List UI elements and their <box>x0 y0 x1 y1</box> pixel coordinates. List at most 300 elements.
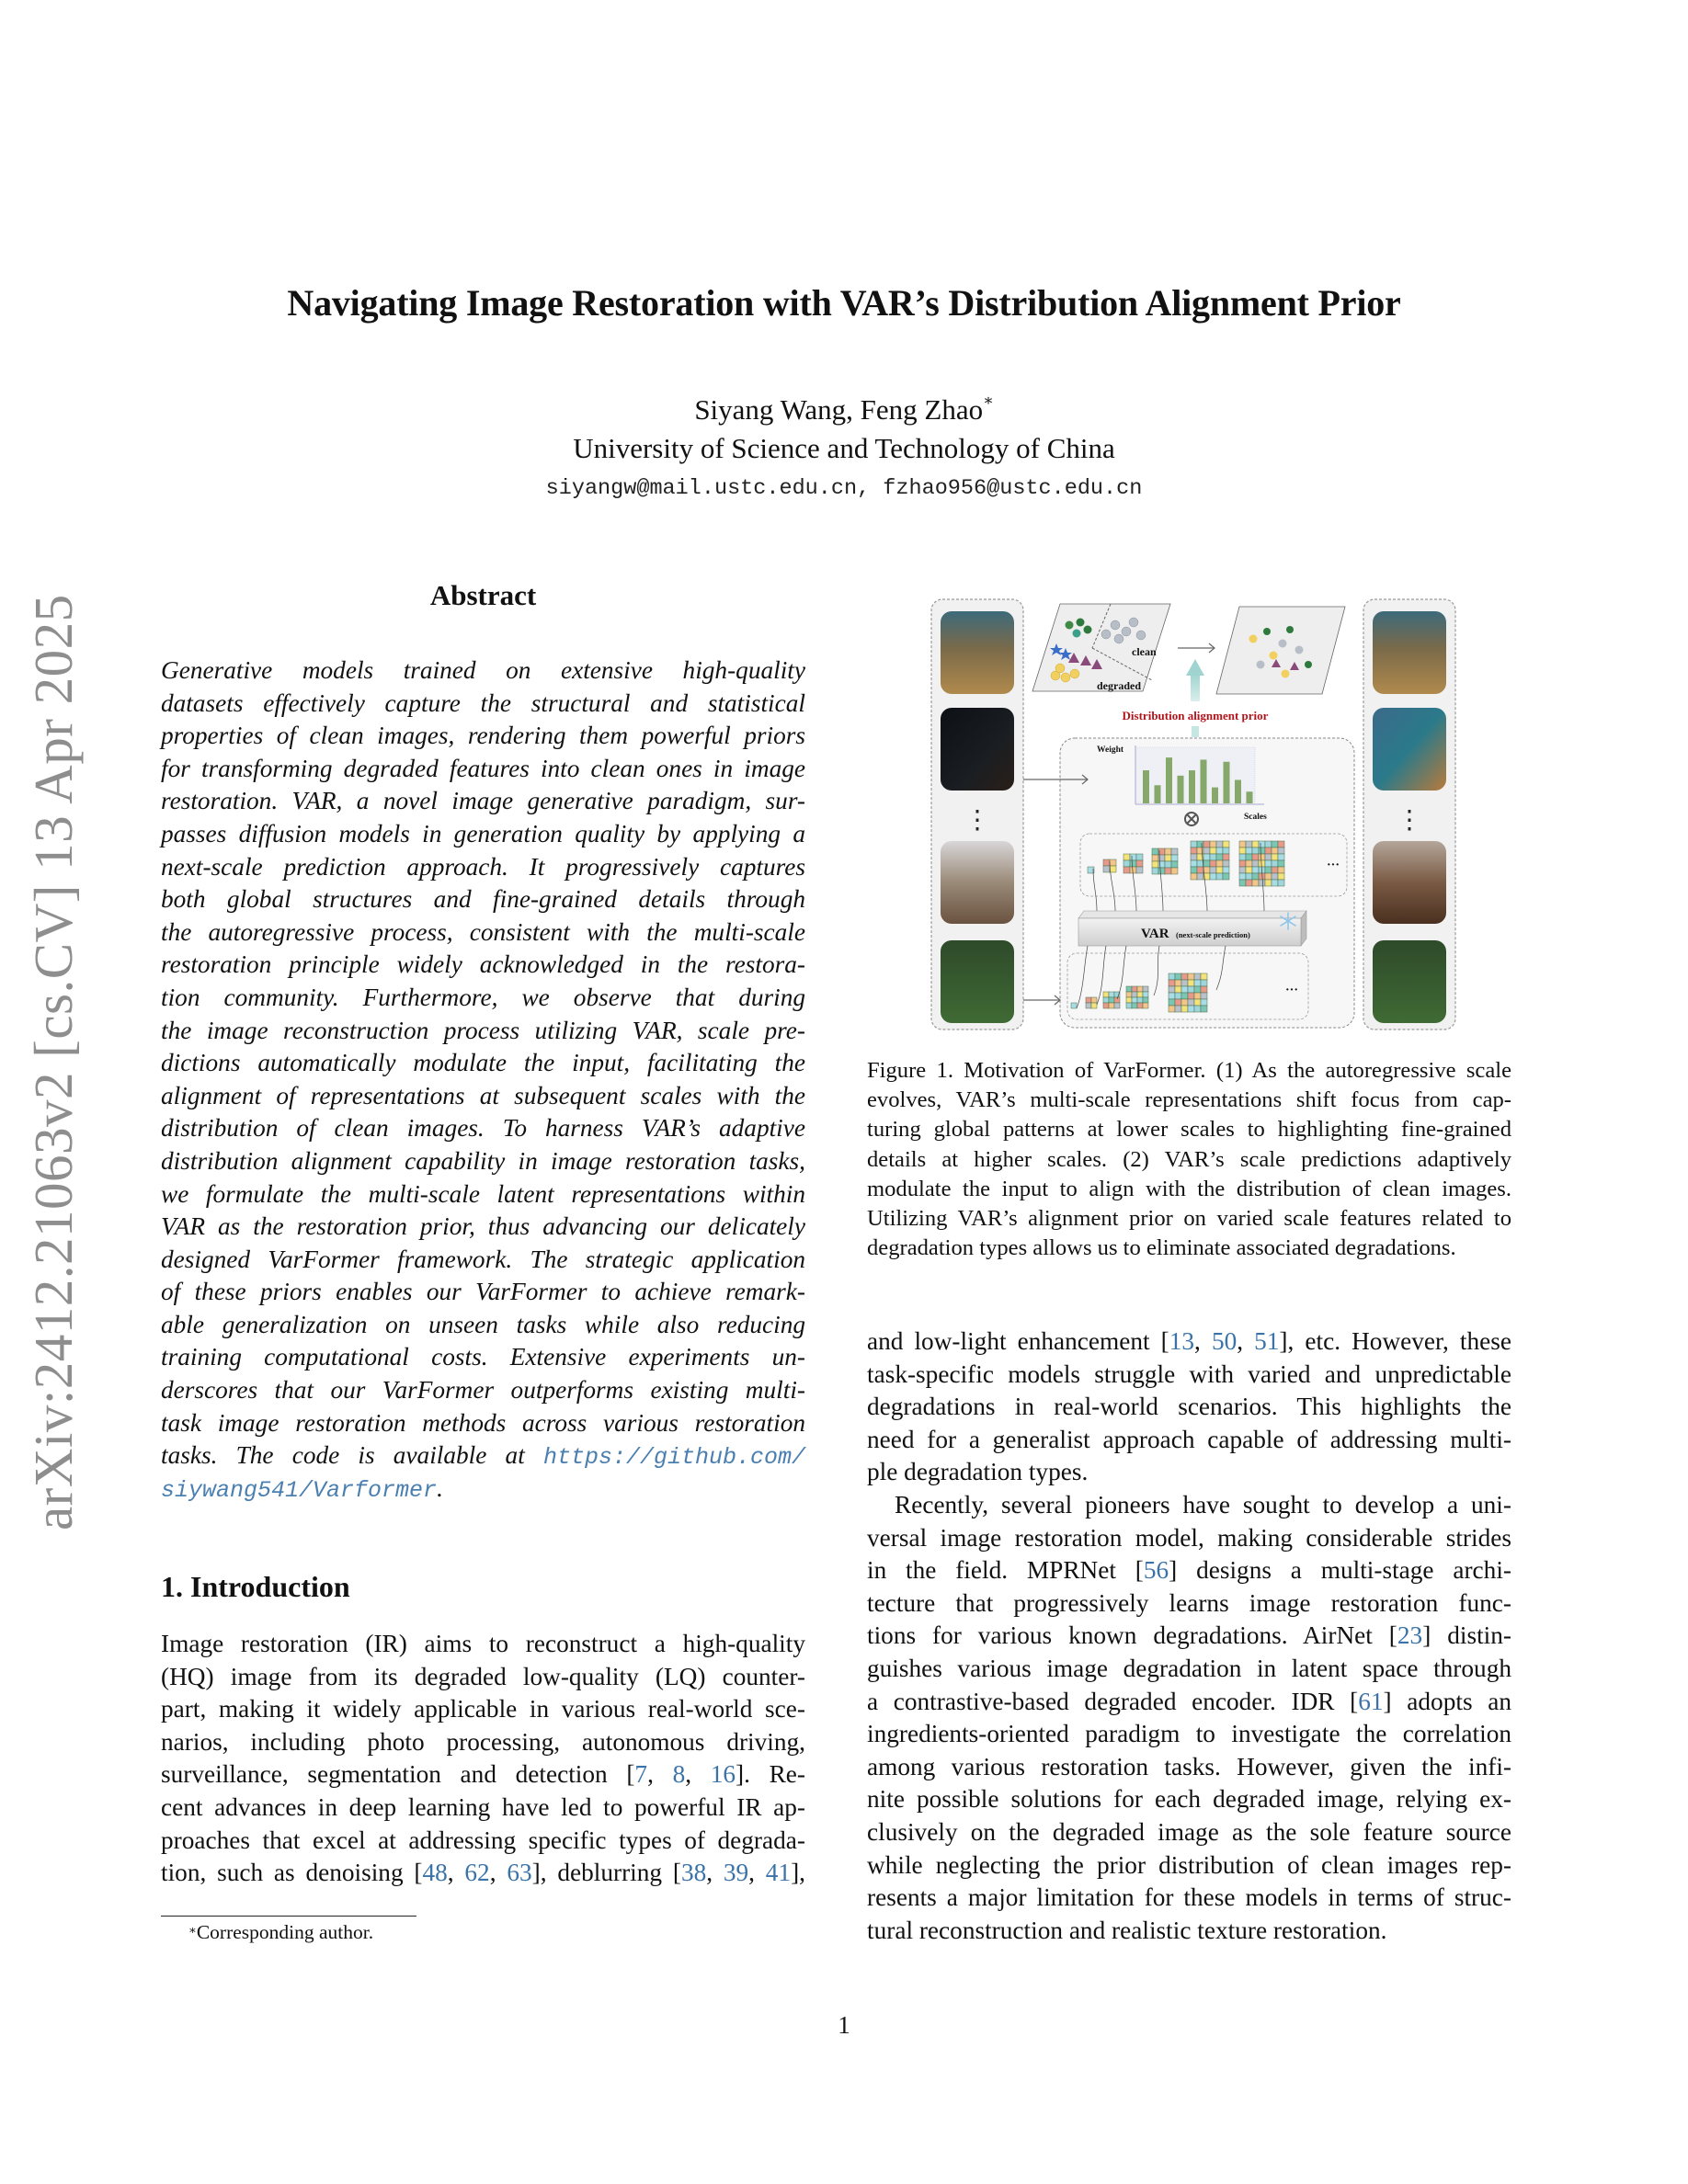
citation-link[interactable]: 62 <box>464 1859 490 1887</box>
token-cell <box>1246 880 1252 886</box>
token-cell <box>1091 997 1097 1003</box>
abstract-line: of these priors enables our VarFormer to achieve remark- <box>161 1278 805 1306</box>
token-cell <box>1194 986 1201 993</box>
prior-arrow-small <box>1192 726 1199 737</box>
text-run: , <box>748 1859 766 1887</box>
var-block-sublabel: (next-scale prediction) <box>1176 930 1250 939</box>
token-cell <box>1197 847 1203 854</box>
token-cell <box>1239 873 1246 880</box>
abstract-body <box>161 654 805 1505</box>
token-cell <box>1216 867 1223 873</box>
text-run: proaches that excel at addressing specific types of degrada- <box>161 1826 805 1854</box>
abstract-line: we formulate the multi-scale latent representations within <box>161 1179 805 1208</box>
token-cell <box>1216 841 1223 847</box>
token-cell <box>1216 847 1223 854</box>
text-run: in the field. MPRNet [ <box>867 1556 1144 1585</box>
token-cell <box>1169 1006 1175 1012</box>
weight-bar <box>1212 788 1218 803</box>
abstract-heading: Abstract <box>429 579 537 611</box>
abstract-line: the image reconstruction process utilizing VAR, scale pre- <box>161 1016 805 1044</box>
text-run: task-specific models struggle with varied and unpredictable <box>867 1359 1511 1388</box>
text-run: a contrastive-based degraded encoder. IDR [ <box>867 1687 1359 1715</box>
abstract-line: restoration. VAR, a novel image generative paradigm, sur- <box>161 787 805 815</box>
abstract-line: both global structures and fine-grained details through <box>161 885 805 914</box>
abstract-line: able generalization on unseen tasks while also reducing <box>161 1310 805 1338</box>
text-run: , <box>1194 1327 1212 1355</box>
token-cell <box>1210 867 1216 873</box>
token-cell <box>1143 997 1148 1003</box>
token-cell <box>1197 873 1203 880</box>
token-cell <box>1109 992 1114 997</box>
token-cell <box>1132 1003 1137 1008</box>
affiliation: University of Science and Technology of China <box>573 432 1115 464</box>
text-run: cent advances in deep learning have led to powerful IR ap- <box>161 1792 805 1821</box>
text-run: tural reconstruction and realistic texture restoration. <box>867 1916 1387 1944</box>
token-cell <box>1126 992 1132 997</box>
text-run: ], deblurring [ <box>531 1859 681 1887</box>
text-run: guishes various image degradation in latent space through <box>867 1654 1511 1682</box>
token-cell <box>1265 847 1272 854</box>
output-image-stadium <box>1373 708 1446 791</box>
token-cell <box>1169 973 1175 980</box>
abstract-line: next-scale prediction approach. It progressively captures <box>161 852 805 881</box>
token-cell <box>1272 854 1278 860</box>
weight-bar <box>1224 762 1230 803</box>
page-number: 1 <box>838 2011 850 2039</box>
intro-heading: 1. Introduction <box>161 1570 350 1603</box>
abstract-line: VAR as the restoration prior, thus advancing our delicately <box>161 1212 805 1241</box>
weight-bar <box>1166 757 1172 803</box>
token-cell <box>1152 855 1158 861</box>
token-cell <box>1201 986 1207 993</box>
prior-arrow-shaft <box>1191 674 1200 701</box>
token-cell <box>1143 992 1148 997</box>
token-cell <box>1210 873 1216 880</box>
citation-link[interactable]: 38 <box>680 1859 707 1887</box>
token-cell <box>1171 861 1178 868</box>
prior-arrow-head <box>1186 659 1204 676</box>
code-prefix: tasks. The code is available at <box>161 1441 543 1470</box>
code-suffix: . <box>437 1473 443 1502</box>
token-cell <box>1110 866 1116 872</box>
weight-bar <box>1189 770 1195 803</box>
citation-link[interactable]: 50 <box>1211 1327 1237 1355</box>
abstract-line: restoration principle widely acknowledged in the restora- <box>161 950 805 979</box>
token-cell <box>1203 847 1210 854</box>
feature-space-after <box>1216 607 1345 694</box>
token-cell <box>1169 980 1175 986</box>
input-tokens-ellipsis: ··· <box>1285 984 1299 997</box>
token-cell <box>1158 868 1165 874</box>
token-cell <box>1194 980 1201 986</box>
text-run: , <box>647 1760 673 1789</box>
token-cell <box>1203 841 1210 847</box>
token-cell <box>1123 867 1130 873</box>
author-names: Siyang Wang, Feng Zhao <box>694 393 984 426</box>
abstract-line: designed VarFormer framework. The strategic application <box>161 1245 805 1273</box>
caption-line: Utilizing VAR’s alignment prior on varied scale features related to <box>867 1205 1511 1231</box>
token-cell <box>1165 861 1171 868</box>
abstract-line: distribution of clean images. To harness VAR’s adaptive <box>161 1114 805 1143</box>
token-cell <box>1203 867 1210 873</box>
token-cell <box>1132 986 1137 992</box>
token-cell <box>1259 854 1265 860</box>
token-cell <box>1246 847 1252 854</box>
token-cell <box>1246 854 1252 860</box>
distribution-alignment-prior-label: Distribution alignment prior <box>1122 709 1269 722</box>
abstract-line: dictions automatically modulate the input, facilitating the <box>161 1049 805 1077</box>
output-image-room <box>1373 841 1446 924</box>
token-cell <box>1210 847 1216 854</box>
weight-bar <box>1178 776 1184 803</box>
author-emails[interactable]: siyangw@mail.ustc.edu.cn, fzhao956@ustc.edu.cn <box>545 476 1143 501</box>
scales-axis-label: Scales <box>1244 813 1267 822</box>
intro-line <box>161 1726 805 1759</box>
text-run: resents a major limitation for these models in terms of struc- <box>867 1883 1511 1912</box>
token-cell <box>1137 997 1143 1003</box>
authors <box>0 393 1688 427</box>
token-cell <box>1137 986 1143 992</box>
token-cell <box>1181 993 1188 999</box>
text-run: degradations in real-world scenarios. This highlights the <box>867 1393 1511 1421</box>
token-cell <box>1188 980 1194 986</box>
abstract-line: datasets effectively capture the structural and statistical <box>161 688 805 717</box>
token-cell <box>1265 873 1272 880</box>
token-cell <box>1278 847 1284 854</box>
input-image-birds <box>941 940 1014 1023</box>
token-cell <box>1086 997 1091 1003</box>
token-cell <box>1246 860 1252 867</box>
text-run: ] adopts an <box>1383 1687 1511 1715</box>
token-cell <box>1126 997 1132 1003</box>
text-run: Image restoration (IR) aims to reconstruct a high-quality <box>161 1630 805 1657</box>
arxiv-side-stamp: arXiv:2412.21063v2 [cs.CV] 13 Apr 2025 <box>23 594 84 1530</box>
body-line <box>867 1882 1511 1915</box>
token-cell <box>1210 854 1216 860</box>
token-cell <box>1265 880 1272 886</box>
label-clean: clean <box>1132 645 1157 658</box>
output-image-birds <box>1373 940 1446 1023</box>
token-cell <box>1103 859 1110 866</box>
token-cell <box>1216 860 1223 867</box>
text-run: tion, such as denoising [ <box>161 1859 423 1887</box>
intro-line <box>161 1857 805 1890</box>
intro-line <box>161 1628 805 1661</box>
citation-link[interactable]: 7 <box>634 1760 648 1789</box>
footnote-rule <box>161 1916 416 1917</box>
token-cell <box>1201 1006 1207 1012</box>
abstract-line: the autoregressive process, consistent with the multi-scale <box>161 917 805 946</box>
abstract-line: Generative models trained on extensive high-quality <box>161 656 805 684</box>
citation-link[interactable]: 61 <box>1358 1687 1384 1715</box>
text-run: ], etc. However, these <box>1279 1327 1512 1355</box>
token-cell <box>1175 1006 1181 1012</box>
text-run: clusively on the degraded image as the sole feature source <box>867 1817 1511 1846</box>
token-cell <box>1123 860 1130 867</box>
body-line <box>867 1751 1511 1784</box>
weight-bar <box>1201 759 1207 803</box>
token-cell <box>1278 860 1284 867</box>
token-cell <box>1265 841 1272 847</box>
intro-line <box>161 1661 805 1694</box>
intro-body <box>161 1628 805 1890</box>
text-run: surveillance, segmentation and detection [ <box>161 1760 635 1789</box>
token-cell <box>1123 854 1130 860</box>
token-cell <box>1137 1003 1143 1008</box>
token-cell <box>1191 873 1197 880</box>
token-cell <box>1188 973 1194 980</box>
token-cell <box>1201 993 1207 999</box>
token-cell <box>1272 873 1278 880</box>
body-line <box>867 1686 1511 1719</box>
token-cell <box>1175 999 1181 1006</box>
token-cell <box>1103 1003 1109 1008</box>
text-run: ingredients-oriented paradigm to investigate the correlation <box>867 1720 1511 1748</box>
token-cell <box>1265 867 1272 873</box>
token-cell <box>1181 1006 1188 1012</box>
paper-title: Navigating Image Restoration with VAR’s Distribution Alignment Prior <box>287 282 1401 324</box>
token-cell <box>1137 992 1143 997</box>
token-cell <box>1165 855 1171 861</box>
text-run: ] designs a multi-stage archi- <box>1169 1556 1511 1585</box>
citation-link[interactable]: 41 <box>765 1859 792 1887</box>
token-cell <box>1086 1003 1091 1008</box>
token-cell <box>1223 841 1229 847</box>
code-link-part-1[interactable]: https://github.com/ <box>542 1444 805 1472</box>
body-line <box>867 1391 1511 1424</box>
token-cell <box>1246 841 1252 847</box>
citation-link[interactable]: 56 <box>1143 1556 1169 1585</box>
text-run: , <box>685 1760 711 1789</box>
abstract-code-line <box>161 1439 805 1473</box>
token-cell <box>1188 1006 1194 1012</box>
token-cell <box>1278 841 1284 847</box>
caption-line: details at higher scales. (2) VAR’s scale predictions adaptively <box>867 1146 1511 1172</box>
body-line <box>867 1587 1511 1621</box>
input-image-noisy <box>941 611 1014 694</box>
abstract-line: for transforming degraded features into clean ones in image <box>161 754 805 782</box>
token-cell <box>1272 847 1278 854</box>
body-line <box>867 1816 1511 1849</box>
citation-link[interactable]: 48 <box>422 1859 448 1887</box>
token-cell <box>1239 854 1246 860</box>
text-run: (HQ) image from its degraded low-quality (LQ) counter- <box>161 1662 805 1690</box>
var-block-top <box>1078 911 1306 918</box>
token-cell <box>1216 854 1223 860</box>
body-line <box>867 1522 1511 1555</box>
citation-link[interactable]: 8 <box>672 1760 686 1789</box>
token-cell <box>1181 986 1188 993</box>
caption-line: Figure 1. Motivation of VarFormer. (1) As the autoregressive scale <box>867 1058 1511 1083</box>
body-line <box>867 1620 1511 1653</box>
token-cell <box>1216 873 1223 880</box>
token-cell <box>1278 880 1284 886</box>
token-cell <box>1259 880 1265 886</box>
token-cell <box>1132 997 1137 1003</box>
token-cell <box>1259 847 1265 854</box>
token-cell <box>1194 1006 1201 1012</box>
text-run: need for a generalist approach capable of addressing multi- <box>867 1425 1511 1453</box>
citation-link[interactable]: 39 <box>723 1859 749 1887</box>
token-cell <box>1188 999 1194 1006</box>
token-cell <box>1136 860 1143 867</box>
token-cell <box>1197 841 1203 847</box>
token-cell <box>1175 993 1181 999</box>
text-run: nite possible solutions for each degraded image, relying ex- <box>867 1785 1511 1814</box>
weight-axis-label: Weight <box>1097 745 1124 755</box>
token-cell <box>1272 880 1278 886</box>
token-cell <box>1278 873 1284 880</box>
token-cell <box>1272 860 1278 867</box>
token-cell <box>1169 986 1175 993</box>
token-cell <box>1223 873 1229 880</box>
caption-line: evolves, VAR’s multi-scale representations shift focus from cap- <box>867 1087 1511 1113</box>
token-cell <box>1181 980 1188 986</box>
citation-link[interactable]: 13 <box>1169 1327 1195 1355</box>
body-line <box>867 1653 1511 1686</box>
body-line <box>867 1718 1511 1751</box>
token-cell <box>1201 980 1207 986</box>
abstract-line: alignment of representations at subsequent scales with the <box>161 1081 805 1109</box>
token-cell <box>1252 867 1259 873</box>
token-cell <box>1239 841 1246 847</box>
abstract-line: training computational costs. Extensive experiments un- <box>161 1343 805 1371</box>
code-link-part-2[interactable]: siywang541/Varformer <box>161 1476 438 1504</box>
predicted-tokens-ellipsis: ··· <box>1327 859 1340 872</box>
citation-link[interactable]: 51 <box>1254 1327 1280 1355</box>
token-cell <box>1071 1003 1077 1008</box>
token-cell <box>1191 841 1197 847</box>
weight-bar <box>1235 779 1241 803</box>
weight-bar <box>1247 791 1253 803</box>
intro-body-continued <box>867 1325 1511 1947</box>
label-degraded: degraded <box>1097 679 1141 692</box>
citation-link[interactable]: 16 <box>710 1760 736 1789</box>
citation-link[interactable]: 23 <box>1397 1621 1423 1650</box>
token-cell <box>1210 841 1216 847</box>
text-run: narios, including photo processing, autonomous driving, <box>161 1727 805 1756</box>
token-cell <box>1109 997 1114 1003</box>
token-cell <box>1103 997 1109 1003</box>
body-line <box>867 1849 1511 1883</box>
output-image-camel <box>1373 611 1446 694</box>
token-cell <box>1246 873 1252 880</box>
token-cell <box>1143 986 1148 992</box>
token-cell <box>1136 867 1143 873</box>
token-cell <box>1265 860 1272 867</box>
abstract-line: derscores that our VarFormer outperforms existing multi- <box>161 1376 805 1405</box>
text-run: part, making it widely applicable in various real-world sce- <box>161 1695 805 1723</box>
token-cell <box>1169 999 1175 1006</box>
token-cell <box>1175 973 1181 980</box>
text-run: ]. Re- <box>736 1760 805 1789</box>
footnote-mark: ∗ <box>188 1923 197 1937</box>
token-cell <box>1126 986 1132 992</box>
token-cell <box>1252 860 1259 867</box>
body-line <box>867 1325 1511 1359</box>
input-image-room <box>941 841 1014 924</box>
input-more-dots: ⋮ <box>964 806 990 835</box>
token-cell <box>1201 973 1207 980</box>
token-cell <box>1130 867 1136 873</box>
body-line <box>867 1359 1511 1392</box>
token-cell <box>1188 986 1194 993</box>
token-cell <box>1169 993 1175 999</box>
token-cell <box>1259 841 1265 847</box>
token-cell <box>1171 848 1178 855</box>
text-run: tecture that progressively learns image restoration func- <box>867 1588 1511 1617</box>
token-cell <box>1223 860 1229 867</box>
text-run: and low-light enhancement [ <box>867 1327 1169 1355</box>
token-cell <box>1194 999 1201 1006</box>
token-cell <box>1252 854 1259 860</box>
token-cell <box>1201 999 1207 1006</box>
text-run: versal image restoration model, making considerable strides <box>867 1523 1511 1552</box>
token-cell <box>1175 986 1181 993</box>
token-cell <box>1278 854 1284 860</box>
text-run: , <box>447 1859 465 1887</box>
token-cell <box>1252 847 1259 854</box>
text-run: , <box>1237 1327 1255 1355</box>
token-cell <box>1239 880 1246 886</box>
token-cell <box>1246 867 1252 873</box>
token-cell <box>1143 1003 1148 1008</box>
var-block-label: VAR <box>1141 927 1169 941</box>
input-image-lowlight <box>941 708 1014 791</box>
abstract-line: task image restoration methods across various restoration <box>161 1408 805 1437</box>
token-cell <box>1203 860 1210 867</box>
token-cell <box>1130 860 1136 867</box>
token-cell <box>1191 860 1197 867</box>
abstract-lines <box>161 654 805 1439</box>
token-cell <box>1191 854 1197 860</box>
intro-line <box>161 1758 805 1792</box>
text-run: ] distin- <box>1422 1621 1511 1650</box>
token-cell <box>1152 848 1158 855</box>
text-run: while neglecting the prior distribution of clean images rep- <box>867 1850 1511 1879</box>
figure-1-diagram <box>922 593 1465 1034</box>
token-cell <box>1091 1003 1097 1008</box>
text-run: , <box>706 1859 724 1887</box>
citation-link[interactable]: 63 <box>507 1859 532 1887</box>
token-cell <box>1171 868 1178 874</box>
token-cell <box>1188 993 1194 999</box>
text-run: , <box>489 1859 508 1887</box>
token-cell <box>1132 992 1137 997</box>
token-cell <box>1191 867 1197 873</box>
token-cell <box>1175 980 1181 986</box>
token-cell <box>1194 993 1201 999</box>
caption-line: modulate the input to align with the distribution of clean images. <box>867 1176 1511 1201</box>
abstract-line: properties of clean images, rendering them powerful priors <box>161 722 805 750</box>
token-cell <box>1278 867 1284 873</box>
intro-line <box>161 1825 805 1858</box>
token-cell <box>1114 1003 1120 1008</box>
token-cell <box>1272 841 1278 847</box>
body-line <box>867 1424 1511 1457</box>
body-line <box>867 1783 1511 1816</box>
token-cell <box>1103 992 1109 997</box>
token-cell <box>1126 1003 1132 1008</box>
weight-bar <box>1155 785 1161 803</box>
text-run: Recently, several pioneers have sought to develop a uni- <box>895 1490 1511 1519</box>
abstract-line: passes diffusion models in generation quality by applying a <box>161 819 805 847</box>
figure-1 <box>922 593 1465 1034</box>
abstract-line: distribution alignment capability in image restoration tasks, <box>161 1146 805 1175</box>
token-cell <box>1181 999 1188 1006</box>
body-line <box>867 1554 1511 1587</box>
token-cell <box>1272 867 1278 873</box>
